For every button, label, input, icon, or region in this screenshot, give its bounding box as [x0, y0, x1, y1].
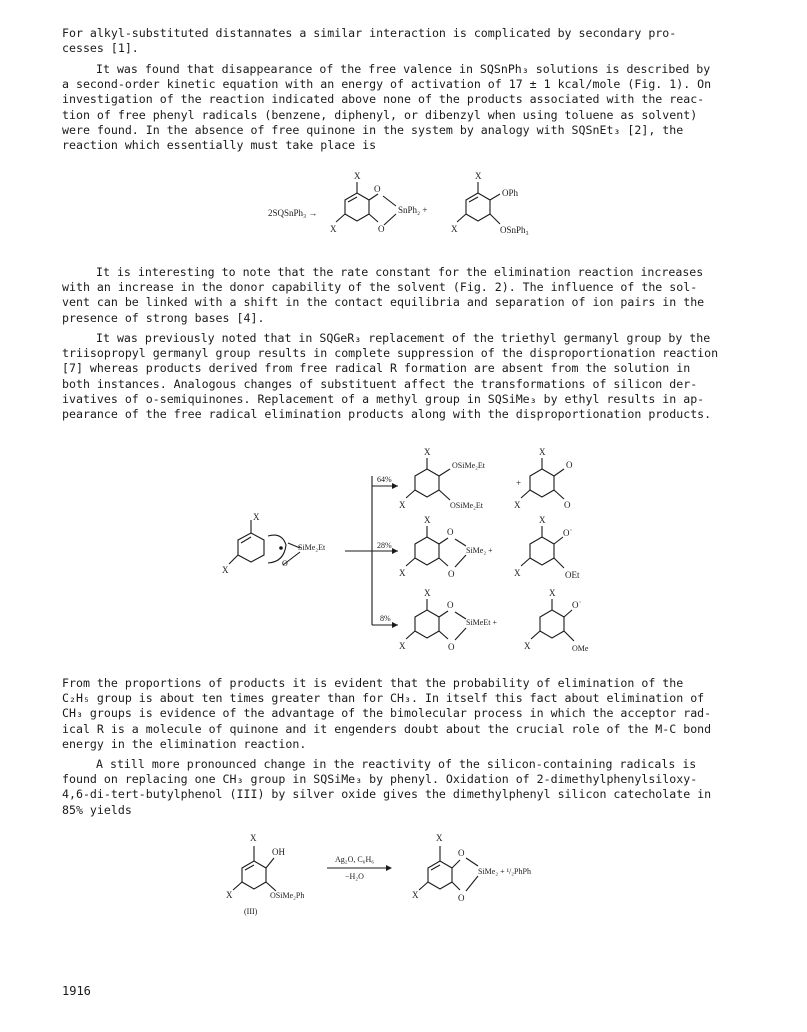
bond-line — [521, 490, 530, 498]
bond-line — [554, 469, 564, 476]
x-substituent: X — [226, 890, 233, 900]
oxygen-label: O — [374, 184, 381, 194]
reagents-label: Ag₂O, C₆H₆ — [335, 855, 375, 864]
phenoxy-label: OPh — [502, 188, 519, 198]
bond-line — [554, 558, 564, 568]
bond-line — [531, 631, 540, 639]
bond-line — [564, 610, 572, 617]
x-substituent: X — [399, 500, 406, 510]
paragraph-5: From the proportions of products it is evident that the probability of elimination of the C₂H₅ group is about ten times greater than for CH₃. In itself this fact about elimination of CH₃ groups is evidence of the advantage of the bimolecular process in which the acceptor rad- ical R is a molecule of quinone and it engenders doubt about the crucial role of the M-C bond energy in the elimination reaction. — [62, 676, 712, 751]
bond-line — [383, 196, 396, 206]
plus-sign: + — [516, 478, 522, 488]
benzene-ring — [530, 537, 554, 565]
bond-line — [466, 858, 478, 866]
x-substituent: X — [424, 588, 431, 598]
bond-line — [452, 882, 460, 890]
x-substituent: X — [539, 447, 546, 457]
reaction-scheme-3 — [0, 828, 807, 927]
benzene-ring — [415, 469, 439, 497]
osime2et-label: OSiMe₂Et — [450, 501, 484, 510]
x-substituent: X — [399, 641, 406, 651]
oxygen-label: O — [448, 642, 455, 652]
oxygen-label: O — [447, 527, 454, 537]
x-substituent: X — [451, 224, 458, 234]
paragraph-2: It was found that disappearance of the free valence in SQSnPh₃ solutions is described by a second-order kinetic equation with an energy of activation of 17 ± 1 kcal/mole (Fig. 1). On investigation of the reaction indicated above none of the products associated with the reac- tion of free phenyl radicals (benzene, diphenyl, or dibenzyl when using toluene as solvent) were found. In the absence of free quinone in the system by analogy with SQSnEt₃ [2], the reaction which essentially must take place is — [62, 62, 712, 153]
benzene-ring — [415, 610, 439, 638]
simeet-plus-label: SiMeEt + — [466, 618, 497, 627]
x-substituent: X — [330, 224, 337, 234]
reaction-scheme-2 — [0, 440, 807, 669]
yield-28: 28% — [377, 541, 392, 550]
x-substituent: X — [222, 565, 229, 575]
oxygen-radical-label: O˙ — [572, 600, 582, 610]
bond-line — [455, 612, 466, 619]
arrowhead — [392, 483, 398, 489]
bond-line — [455, 539, 466, 546]
bond-line — [369, 194, 378, 200]
bond-line — [336, 214, 345, 222]
x-substituent: X — [549, 588, 556, 598]
bond-line — [490, 194, 500, 200]
x-substituent: X — [412, 890, 419, 900]
x-substituent: X — [514, 568, 521, 578]
arrowhead — [386, 865, 392, 871]
osime2et-label: OSiMe₂Et — [452, 461, 486, 470]
bond-line — [229, 555, 238, 564]
yield-64: 64% — [377, 475, 392, 484]
arrowhead — [392, 548, 398, 554]
paragraph-6: A still more pronounced change in the reactivity of the silicon-containing radicals is found on replacing one CH₃ group in SQSiMe₃ by phenyl. Oxidation of 2-dimethylphenylsiloxy- 4,6-di-tert-butylphenol (III) by silver oxide gives the dimethylphenyl silicon catecholate in 85% yields — [62, 757, 712, 817]
x-substituent: X — [424, 447, 431, 457]
oxygen-label: O — [458, 848, 465, 858]
yield-8: 8% — [380, 614, 391, 623]
ethoxy-label: OEt — [565, 570, 580, 580]
bond-line — [455, 628, 466, 640]
oxygen-label: O — [564, 500, 571, 510]
x-substituent: X — [475, 171, 482, 181]
sime2-plus-label: SiMe₂ + — [466, 546, 493, 555]
bond-line — [439, 611, 448, 617]
bond-line — [490, 214, 500, 224]
oxygen-label: O — [448, 569, 455, 579]
osnph3-label: OSnPh₃ — [500, 225, 529, 235]
osime2ph-label: OSiMe₂Ph — [270, 891, 305, 900]
product-label: SiMe₂ + ¹/₂PhPh — [478, 867, 531, 876]
benzene-ring — [540, 610, 564, 638]
bond-line — [439, 469, 450, 476]
oxygen-label: O — [378, 224, 385, 234]
x-substituent: X — [399, 568, 406, 578]
bond-line — [439, 490, 450, 500]
water-loss-label: −H₂O — [345, 872, 364, 881]
x-substituent: X — [250, 833, 257, 843]
bond-line — [564, 631, 574, 641]
bond-line — [554, 537, 563, 544]
tin-group-label: SnPh₂ + — [398, 205, 428, 215]
bond-line — [406, 490, 415, 498]
bond-line — [439, 538, 448, 544]
bond-line — [466, 876, 478, 891]
hydroxyl-label: OH — [272, 847, 285, 857]
x-substituent: X — [524, 641, 531, 651]
quinone-ring — [530, 469, 554, 497]
paragraph-4: It was previously noted that in SQGeR₃ replacement of the triethyl germanyl group by the triisopropyl germanyl group results in complete suppression of the disproportionation reaction [7] whereas products derived from free radical R formation are absent from the solution in both instances. Analogous changes of substituent affect the transformations of silicon der- ivatives of o-semiquinones. Replacement of a methyl group in SQSiMe₃ by ethyl results in ap- pearance of the free radical elimination products along with the disproportionation products. — [62, 331, 719, 422]
x-substituent: X — [424, 515, 431, 525]
x-substituent: X — [436, 833, 443, 843]
paragraph-1: For alkyl-substituted distannates a similar interaction is complicated by secondary pro- cesses [1]. — [62, 26, 677, 56]
bond-line — [406, 631, 415, 639]
bond-line — [384, 214, 396, 225]
bond-line — [419, 882, 428, 890]
bond-line — [554, 490, 564, 499]
bond-line — [369, 214, 378, 222]
paragraph-3: It is interesting to note that the rate constant for the elimination reaction increases with an increase in the donor capability of the solvent (Fig. 2). The influence of the sol- vent can be linked with a shift in the contact equilibria and separation of ion pairs in the presence of strong bases [4]. — [62, 265, 705, 325]
page-number: 1916 — [62, 984, 91, 998]
bond-line — [266, 858, 274, 868]
x-substituent: X — [354, 171, 361, 181]
reaction-scheme-1 — [0, 170, 807, 254]
oxygen-label: O — [447, 600, 454, 610]
bond-line — [406, 558, 415, 566]
bond-line — [521, 558, 530, 566]
x-substituent: X — [253, 512, 260, 522]
oxygen-label: O — [566, 460, 573, 470]
radical-dot — [279, 546, 283, 550]
bond-line — [439, 558, 448, 566]
x-substituent: X — [539, 515, 546, 525]
arrowhead — [392, 622, 398, 628]
reactant-label: 2SQSnPh₃ → — [268, 208, 318, 218]
bond-line — [452, 860, 460, 868]
oxygen-label: O — [458, 893, 465, 903]
bond-line — [439, 631, 448, 639]
oxygen-radical-label: O˙ — [563, 528, 573, 538]
bond-line — [455, 555, 466, 567]
oxygen-label: O — [282, 559, 288, 568]
x-substituent: X — [514, 500, 521, 510]
compound-label: (III) — [244, 907, 258, 916]
bond-line — [233, 882, 242, 890]
bond-line — [266, 882, 276, 891]
benzene-ring — [415, 537, 439, 565]
sime2et-label: SiMe₂Et — [298, 543, 326, 552]
methoxy-label: OMe — [572, 644, 589, 653]
bond-line — [457, 214, 466, 222]
